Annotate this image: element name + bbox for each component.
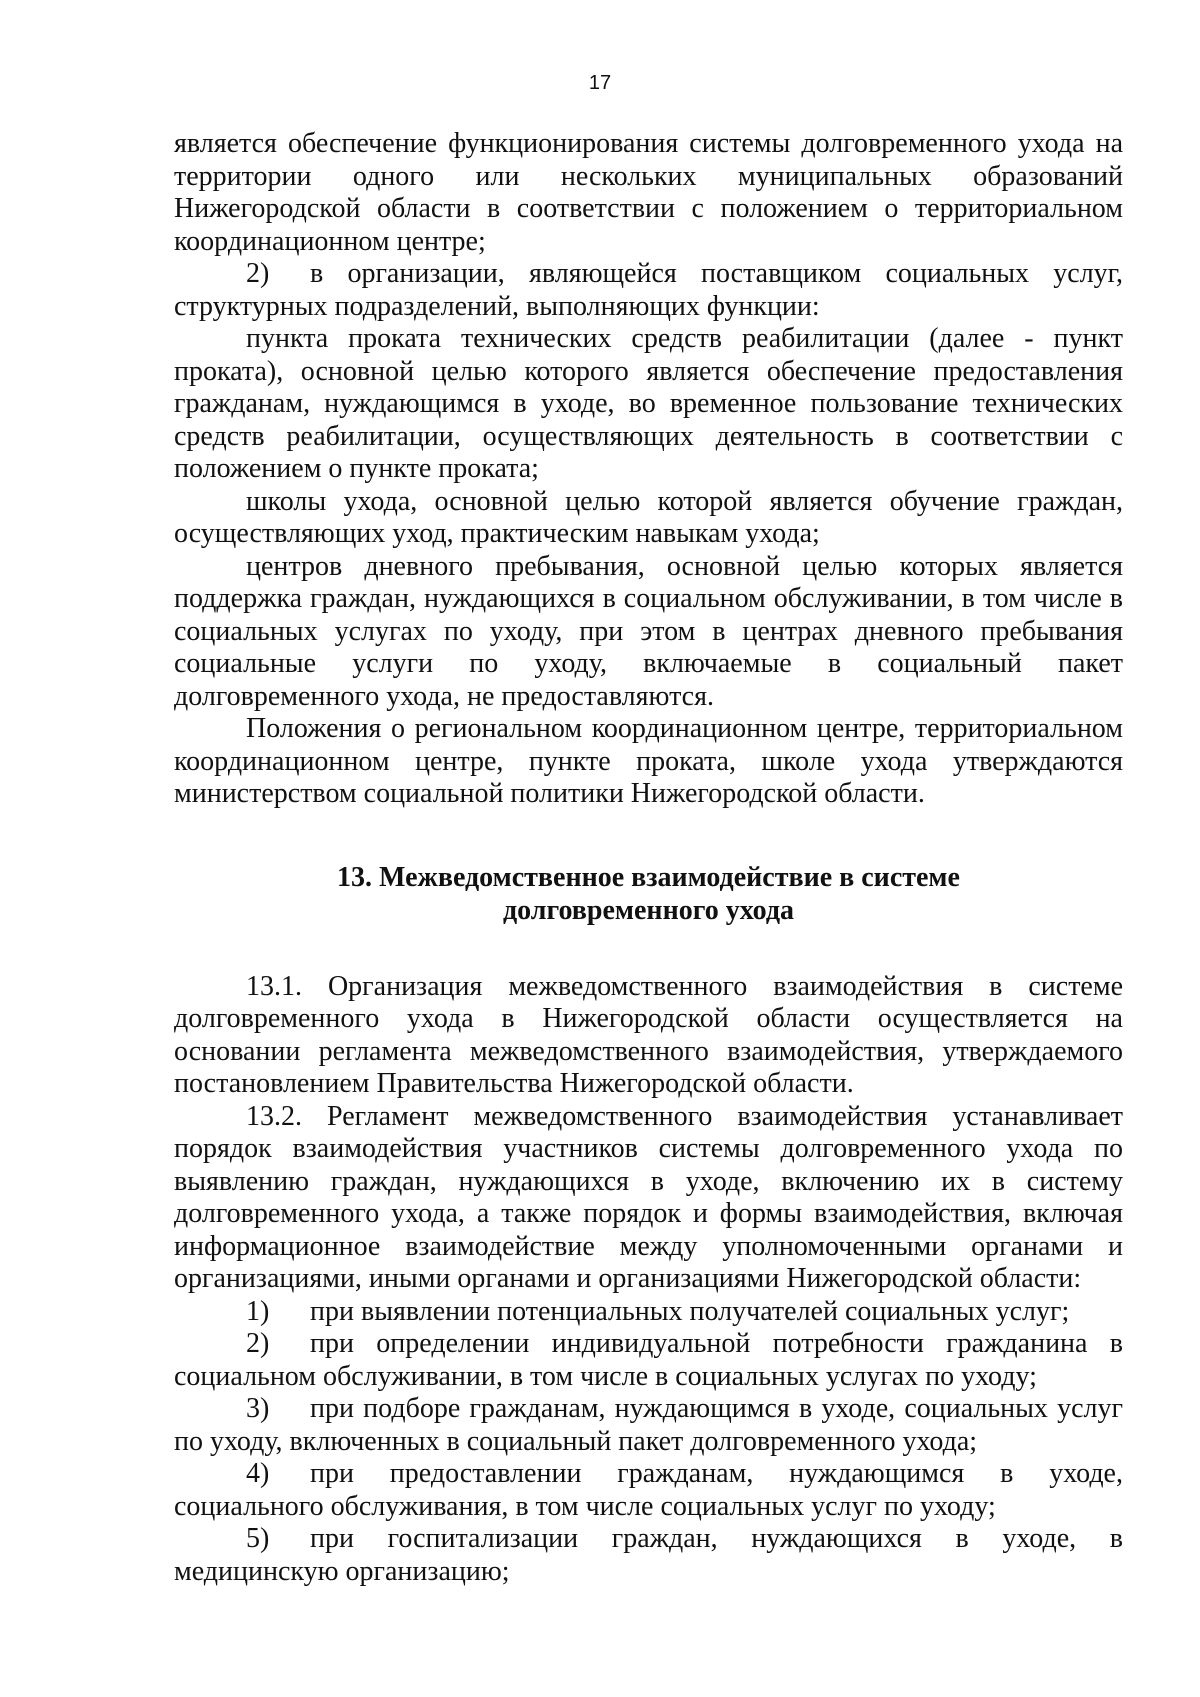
page-number: 17 [588,72,612,94]
list-text: при определении индивидуальной потребности гражданина в социальном обслуживании, в том числе в социальных услугах по уходу; [174,1328,1123,1392]
list-item-1 [174,1296,1123,1329]
list-item-2-organization [174,258,1123,323]
section-heading-line-2: долговременного ухода [502,894,795,926]
list-text: при госпитализации граждан, нуждающихся в уходе, в медицинскую организацию; [174,1523,1123,1587]
list-text: при подборе гражданам, нуждающимся в уходе, социальных услуг по уходу, включенных в социальный пакет долговременного ухода; [174,1393,1123,1457]
paragraph-13-1: 13.1. Организация межведомственного взаимодействия в системе долговременного ухода в Нижегородской области осуществляется на основании регламента межведомственного взаимодействия, утверждаемого постановлением Правительства Нижегородской области. [174,970,1123,1099]
paragraph-regulations: Положения о региональном координационном центре, территориальном координационном центре, пункте проката, школе ухода утверждаются министерством социальной политики Нижегородской области. [174,713,1123,809]
list-text: при предоставлении гражданам, нуждающимся в уходе, социального обслуживания, в том числе социальных услуг по уходу; [174,1458,1123,1522]
list-number: 2) [246,1328,270,1359]
document-body [174,128,1123,1588]
paragraph-day-centers: центров дневного пребывания, основной целью которых является поддержка граждан, нуждающихся в социальном обслуживании, в том числе в социальных услугах по уходу, при этом в центрах дневного пребывания социальные услуги по уходу, включаемые в социальный пакет долговременного ухода, не предоставляются. [174,550,1123,712]
list-item-5 [174,1523,1123,1588]
list-item-2 [174,1328,1123,1393]
list-number: 5) [246,1523,270,1554]
list-number: 2) [246,258,270,289]
section-heading [174,861,1123,927]
list-item-3 [174,1393,1123,1458]
list-number: 1) [246,1295,270,1327]
list-number: 4) [246,1458,270,1489]
list-text: в организации, являющейся поставщиком социальных услуг, структурных подразделений, выполняющих функции: [174,258,1123,322]
paragraph-continuation: является обеспечение функционирования системы долговременного ухода на территории одного или нескольких муниципальных образований Нижегородской области в соответствии с положением о территориальном координационном центре; [174,128,1123,257]
list-text: при выявлении потенциальных получателей социальных услуг; [310,1295,1070,1327]
list-number: 3) [246,1393,270,1424]
section-heading-line-1: 13. Межведомственное взаимодействие в системе [337,861,960,893]
paragraph-care-school: школы ухода, основной целью которой является обучение граждан, осуществляющих уход, практическим навыкам ухода; [174,485,1123,549]
paragraph-13-2: 13.2. Регламент межведомственного взаимодействия устанавливает порядок взаимодействия участников системы долговременного ухода по выявлению граждан, нуждающихся в уходе, включению их в систему долговременного ухода, а также порядок и формы взаимодействия, включая информационное взаимодействие между уполномоченными органами и организациями, иными органами и организациями Нижегородской области: [174,1100,1123,1294]
list-item-4 [174,1458,1123,1523]
paragraph-rental-point: пункта проката технических средств реабилитации (далее - пункт проката), основной целью которого является обеспечение предоставления гражданам, нуждающимся в уходе, во временное пользование технических средств реабилитации, осуществляющих деятельность в соответствии с положением о пункте проката; [174,323,1123,484]
